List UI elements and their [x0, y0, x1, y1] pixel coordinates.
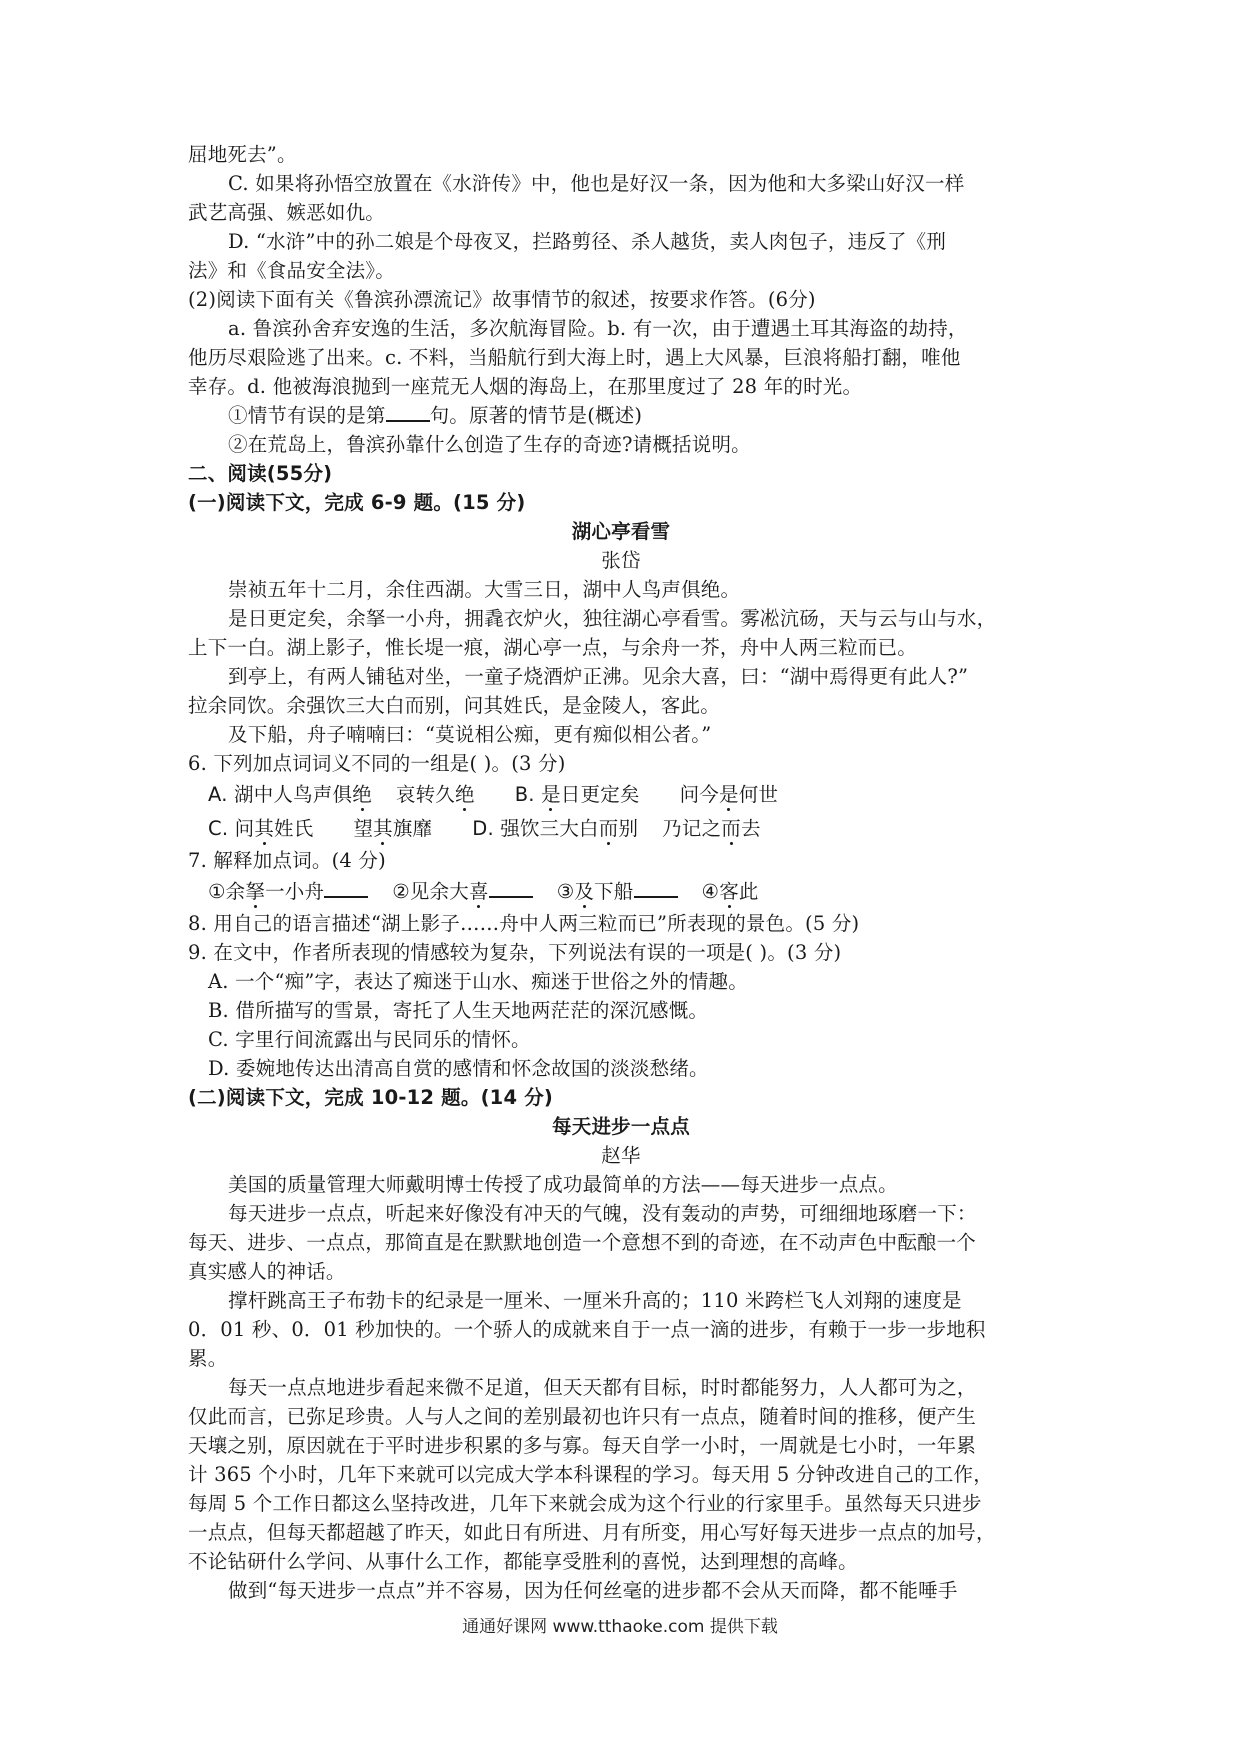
page-content [188, 140, 1054, 1605]
option-c-line1: C. 如果将孙悟空放置在《水浒传》中，他也是好汉一条，因为他和大多梁山好汉一样 [228, 172, 965, 195]
passage-line: 拉余同饮。余强饮三大白而别，问其姓氏，是金陵人，客此。 [188, 694, 720, 717]
sub-question-1: ①情节有误的是第 句。原著的情节是(概述) [228, 404, 643, 427]
answer-blank[interactable] [489, 878, 533, 898]
part1-heading: (一)阅读下文，完成 6-9 题。(15 分) [188, 491, 526, 514]
question-9-option-c: C. 字里行间流露出与民同乐的情怀。 [208, 1028, 531, 1051]
essay-line: 每天、进步、一点点，那简直是在默默地创造一个意想不到的奇迹，在不动声色中酝酿一个 [188, 1231, 977, 1254]
plot-line1: a. 鲁滨孙舍弃安逸的生活，多次航海冒险。b. 有一次，由于遭遇土耳其海盗的劫持， [228, 317, 968, 340]
passage-title: 湖心亭看雪 [571, 520, 671, 543]
essay-line: 一点点，但每天都超越了昨天，如此日有所进、月有所变，用心写好每天进步一点点的加号， [188, 1521, 996, 1544]
essay-line: 仅此而言，已弥足珍贵。人与人之间的差别最初也许只有一点点，随着时间的推移，便产生 [188, 1405, 977, 1428]
question-2: (2)阅读下面有关《鲁滨孙漂流记》故事情节的叙述，按要求作答。(6分) [188, 288, 816, 311]
option-c-line2: 武艺高强、嫉恶如仇。 [188, 201, 386, 224]
question-7-items: ①余拏一小舟 ②见余大喜 ③及下船 ④客此 [208, 880, 759, 903]
essay-line: 不论钻研什么学问、从事什么工作，都能享受胜利的喜悦，达到理想的高峰。 [188, 1550, 858, 1573]
answer-blank[interactable] [324, 878, 368, 898]
essay-line: 每周 5 个工作日都这么坚持改进，几年下来就会成为这个行业的行家里手。虽然每天只进步 [188, 1492, 982, 1515]
part2-heading: (二)阅读下文，完成 10-12 题。(14 分) [188, 1086, 554, 1109]
question-6-options-ab: A. 湖中人鸟声俱绝 哀转久绝 B. 是日更定矣 问今是何世 [208, 783, 779, 806]
passage-line: 及下船，舟子喃喃曰：“莫说相公痴，更有痴似相公者。” [228, 723, 712, 746]
option-d-line1: D. “水浒”中的孙二娘是个母夜叉，拦路剪径、杀人越货，卖人肉包子，违反了《刑 [228, 230, 947, 253]
option-d-line2: 法》和《食品安全法》。 [188, 259, 395, 282]
text-line: 屈地死去”。 [188, 143, 297, 166]
passage2-author: 赵华 [601, 1144, 641, 1167]
question-7: 7. 解释加点词。(4 分) [188, 849, 386, 872]
essay-line: 天壤之别，原因就在于平时进步积累的多与寡。每天自学一小时，一周就是七小时，一年累 [188, 1434, 977, 1457]
plot-line2: 他历尽艰险逃了出来。c. 不料，当船航行到大海上时，遇上大风暴，巨浪将船打翻，唯他 [188, 346, 961, 369]
sub-question-2: ②在荒岛上，鲁滨孙靠什么创造了生存的奇迹?请概括说明。 [228, 433, 751, 456]
question-9-option-a: A. 一个“痴”字，表达了痴迷于山水、痴迷于世俗之外的情趣。 [208, 970, 748, 993]
essay-line: 累。 [188, 1347, 228, 1370]
passage-line: 到亭上，有两人铺毡对坐，一童子烧酒炉正沸。见余大喜，曰：“湖中焉得更有此人?” [228, 665, 969, 688]
question-9-option-d: D. 委婉地传达出清高自赏的感情和怀念故国的淡淡愁绪。 [208, 1057, 709, 1080]
passage2-title: 每天进步一点点 [552, 1115, 690, 1138]
passage-author: 张岱 [601, 549, 641, 572]
section-heading: 二、阅读(55分) [188, 462, 333, 485]
page-footer: 通通好课网 www.tthaoke.com 提供下载 [462, 1617, 778, 1637]
essay-line: 0．01 秒、0．01 秒加快的。一个骄人的成就来自于一点一滴的进步，有赖于一步一步地积 [188, 1318, 986, 1341]
essay-line: 每天进步一点点，听起来好像没有冲天的气魄，没有轰动的声势，可细细地琢磨一下： [228, 1202, 977, 1225]
essay-line: 撑杆跳高王子布勃卡的纪录是一厘米、一厘米升高的；110 米跨栏飞人刘翔的速度是 [228, 1289, 962, 1312]
essay-line: 做到“每天进步一点点”并不容易，因为任何丝毫的进步都不会从天而降，都不能唾手 [228, 1579, 958, 1602]
plot-line3: 幸存。d. 他被海浪抛到一座荒无人烟的海岛上，在那里度过了 28 年的时光。 [188, 375, 863, 398]
essay-line: 计 365 个小时，几年下来就可以完成大学本科课程的学习。每天用 5 分钟改进自己的工作， [188, 1463, 993, 1486]
answer-blank[interactable] [634, 878, 678, 898]
essay-line: 美国的质量管理大师戴明博士传授了成功最简单的方法——每天进步一点点。 [228, 1173, 898, 1196]
question-6-options-cd: C. 问其姓氏 望其旗靡 D. 强饮三大白而别 乃记之而去 [208, 817, 761, 840]
passage-line: 上下一白。湖上影子，惟长堤一痕，湖心亭一点，与余舟一芥，舟中人两三粒而已。 [188, 636, 917, 659]
passage-line: 崇祯五年十二月，余住西湖。大雪三日，湖中人鸟声俱绝。 [228, 578, 741, 601]
question-9: 9. 在文中，作者所表现的情感较为复杂，下列说法有误的一项是( )。(3 分) [188, 941, 842, 964]
question-9-option-b: B. 借所描写的雪景，寄托了人生天地两茫茫的深沉感慨。 [208, 999, 709, 1022]
question-8: 8. 用自己的语言描述“湖上影子……舟中人两三粒而已”所表现的景色。(5 分) [188, 912, 860, 935]
essay-line: 真实感人的神话。 [188, 1260, 346, 1283]
question-6: 6. 下列加点词词义不同的一组是( )。(3 分) [188, 752, 566, 775]
answer-blank[interactable] [386, 402, 430, 422]
essay-line: 每天一点点地进步看起来微不足道，但天天都有目标，时时都能努力，人人都可为之， [228, 1376, 977, 1399]
passage-line: 是日更定矣，余拏一小舟，拥毳衣炉火，独往湖心亭看雪。雾凇沆砀，天与云与山与水， [228, 607, 997, 630]
